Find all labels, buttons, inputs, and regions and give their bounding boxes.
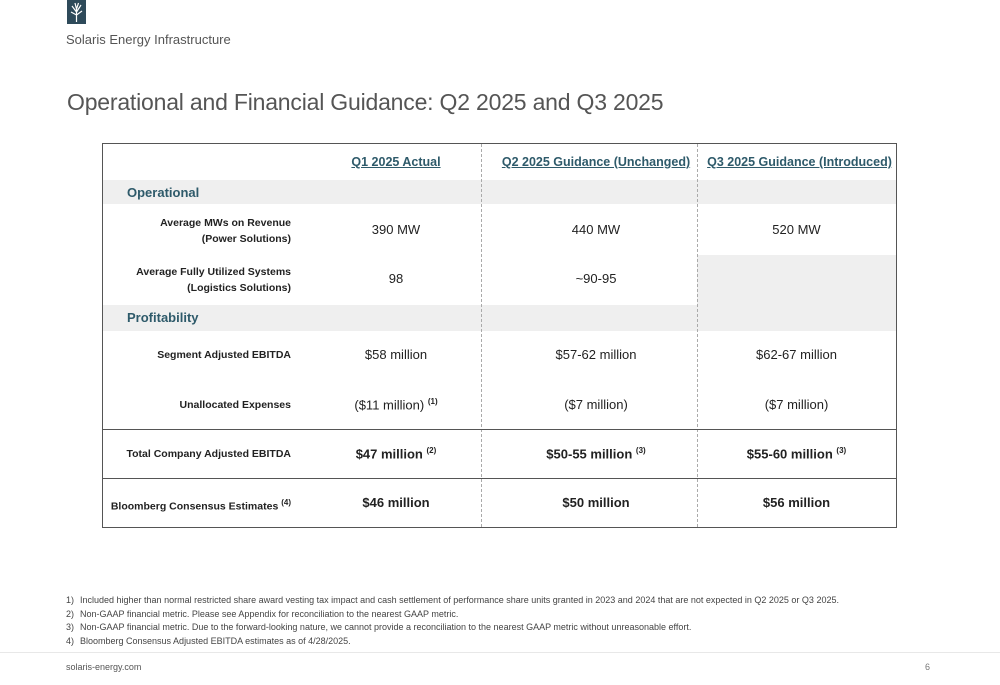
total-divider-bottom (103, 478, 896, 479)
row-label-avg-mws: Average MWs on Revenue (Power Solutions) (160, 217, 291, 245)
footnote-1: 1) Included higher than normal restricted share award vesting tax impact and cash settlement of performance share units granted in 2023 and 2024 that are not expected in Q2 2025 or Q3 2025. (66, 595, 839, 605)
section-operational: Operational (127, 185, 200, 200)
footnotes (66, 594, 839, 648)
profitability-band (103, 305, 896, 331)
row-label-unallocated: Unallocated Expenses (179, 399, 291, 411)
footnote-2: 2) Non-GAAP financial metric. Please see Appendix for reconciliation to the nearest GAAP metric. (66, 608, 459, 619)
footnote-ref-1: (1) (427, 397, 438, 406)
footer-divider (0, 652, 1000, 653)
cell-total-ebitda-q2: $50-55 million $^{(3)}$ (546, 446, 646, 462)
divider-q1-q2 (481, 144, 482, 527)
section-profitability: Profitability (127, 310, 199, 325)
solaris-logo-icon (67, 0, 86, 24)
row-label-total-ebitda: Total Company Adjusted EBITDA (126, 448, 291, 460)
cell-avg-systems-q2: ~90-95 (575, 271, 617, 286)
col-header-q3: Q3 2025 Guidance (Introduced) (707, 155, 892, 169)
company-name: Solaris Energy Infrastructure (66, 32, 231, 47)
footnote-4: 4) Bloomberg Consensus Adjusted EBITDA estimates as of 4/28/2025. (66, 635, 351, 646)
cell-total-ebitda-q3: $55-60 million $^{(3)}$ (746, 446, 847, 462)
row-label-avg-systems: Average Fully Utilized Systems (Logistics Solutions) (136, 266, 291, 294)
page-title: Operational and Financial Guidance: Q2 2025 and Q3 2025 (67, 89, 664, 115)
cell-unallocated-q3: ($7 million) (764, 397, 829, 412)
footnote-3: 3) Non-GAAP financial metric. Due to the forward-looking nature, we cannot provide a reconciliation to the nearest GAAP metric without unreasonable effort. (66, 622, 692, 632)
cell-consensus-q1: $46 million (362, 495, 430, 510)
footer-url: solaris-energy.com (66, 662, 142, 672)
cell-total-ebitda-q1: $47 million $^{(2)}$ (355, 446, 437, 462)
total-divider-top (103, 429, 896, 430)
cell-consensus-q2: $50 million (562, 495, 630, 510)
row-label-segment-ebitda: Segment Adjusted EBITDA (157, 349, 291, 361)
cell-segment-ebitda-q1: $58 million (364, 347, 428, 362)
empty-q3-cell (697, 255, 896, 305)
col-header-q2: Q2 2025 Guidance (Unchanged) (501, 155, 691, 169)
divider-q2-q3 (697, 144, 698, 527)
cell-segment-ebitda-q2: $57-62 million (555, 347, 637, 362)
page-number: 6 (924, 662, 930, 672)
guidance-table (102, 143, 897, 528)
footnote-ref-4: (4) (281, 498, 291, 507)
footnote-ref-2: (2) (426, 446, 437, 455)
cell-unallocated-q2: ($7 million) (564, 397, 628, 412)
cell-segment-ebitda-q3: $62-67 million (756, 347, 837, 362)
col-header-q1: Q1 2025 Actual (351, 155, 441, 169)
footnote-ref-3b: (3) (836, 446, 847, 455)
cell-unallocated-q1: ($11 million) $^{(1)}$ (354, 397, 438, 413)
cell-avg-mws-q2: 440 MW (571, 222, 621, 237)
cell-avg-mws-q1: 390 MW (371, 222, 421, 237)
row-label-consensus: Bloomberg Consensus Estimates $^{(4)}$ (110, 498, 291, 513)
cell-avg-mws-q3: 520 MW (772, 222, 821, 237)
cell-avg-systems-q1: 98 (388, 271, 404, 286)
company-logo (67, 0, 86, 24)
footnote-ref-3: (3) (635, 446, 646, 455)
operational-band (103, 180, 896, 204)
cell-consensus-q3: $56 million (762, 495, 831, 510)
